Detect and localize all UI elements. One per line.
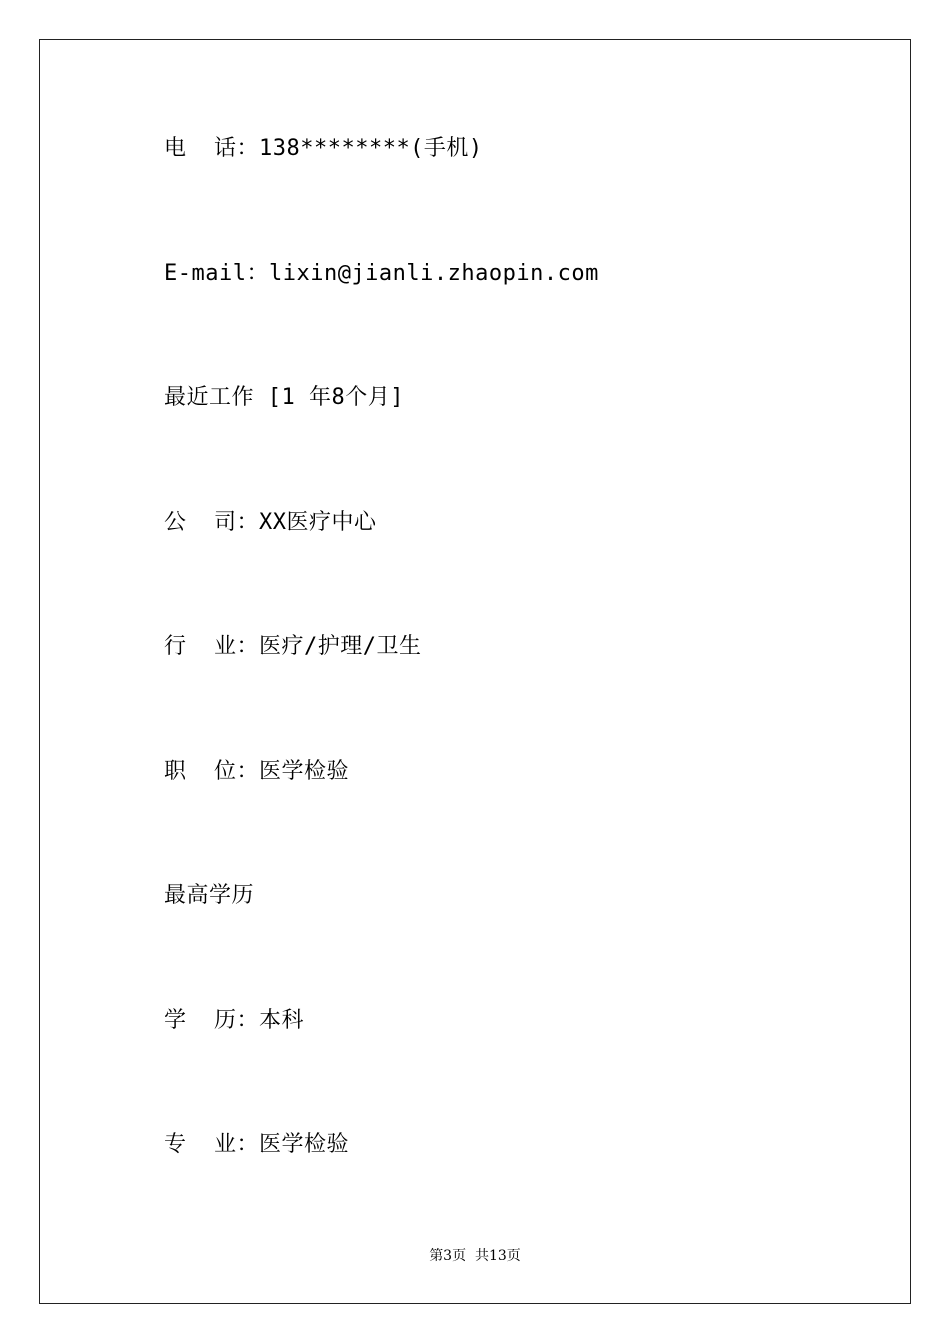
major-line: 专 业：医学检验 — [164, 1132, 349, 1157]
recent-work-line: 最近工作 [1 年8个月] — [164, 385, 404, 410]
degree-line: 学 历：本科 — [164, 1008, 304, 1033]
page-frame — [39, 39, 911, 1304]
phone-line: 电 话：138********(手机) — [164, 136, 483, 161]
email-line: E-mail：lixin@jianli.zhaopin.com — [164, 261, 599, 286]
industry-line: 行 业：医疗/护理/卫生 — [164, 634, 422, 659]
page-number-footer: 第3页 共13页 — [429, 1248, 521, 1264]
highest-education-heading: 最高学历 — [164, 883, 255, 908]
position-line: 职 位：医学检验 — [164, 759, 349, 784]
company-line: 公 司：XX医疗中心 — [164, 510, 377, 535]
